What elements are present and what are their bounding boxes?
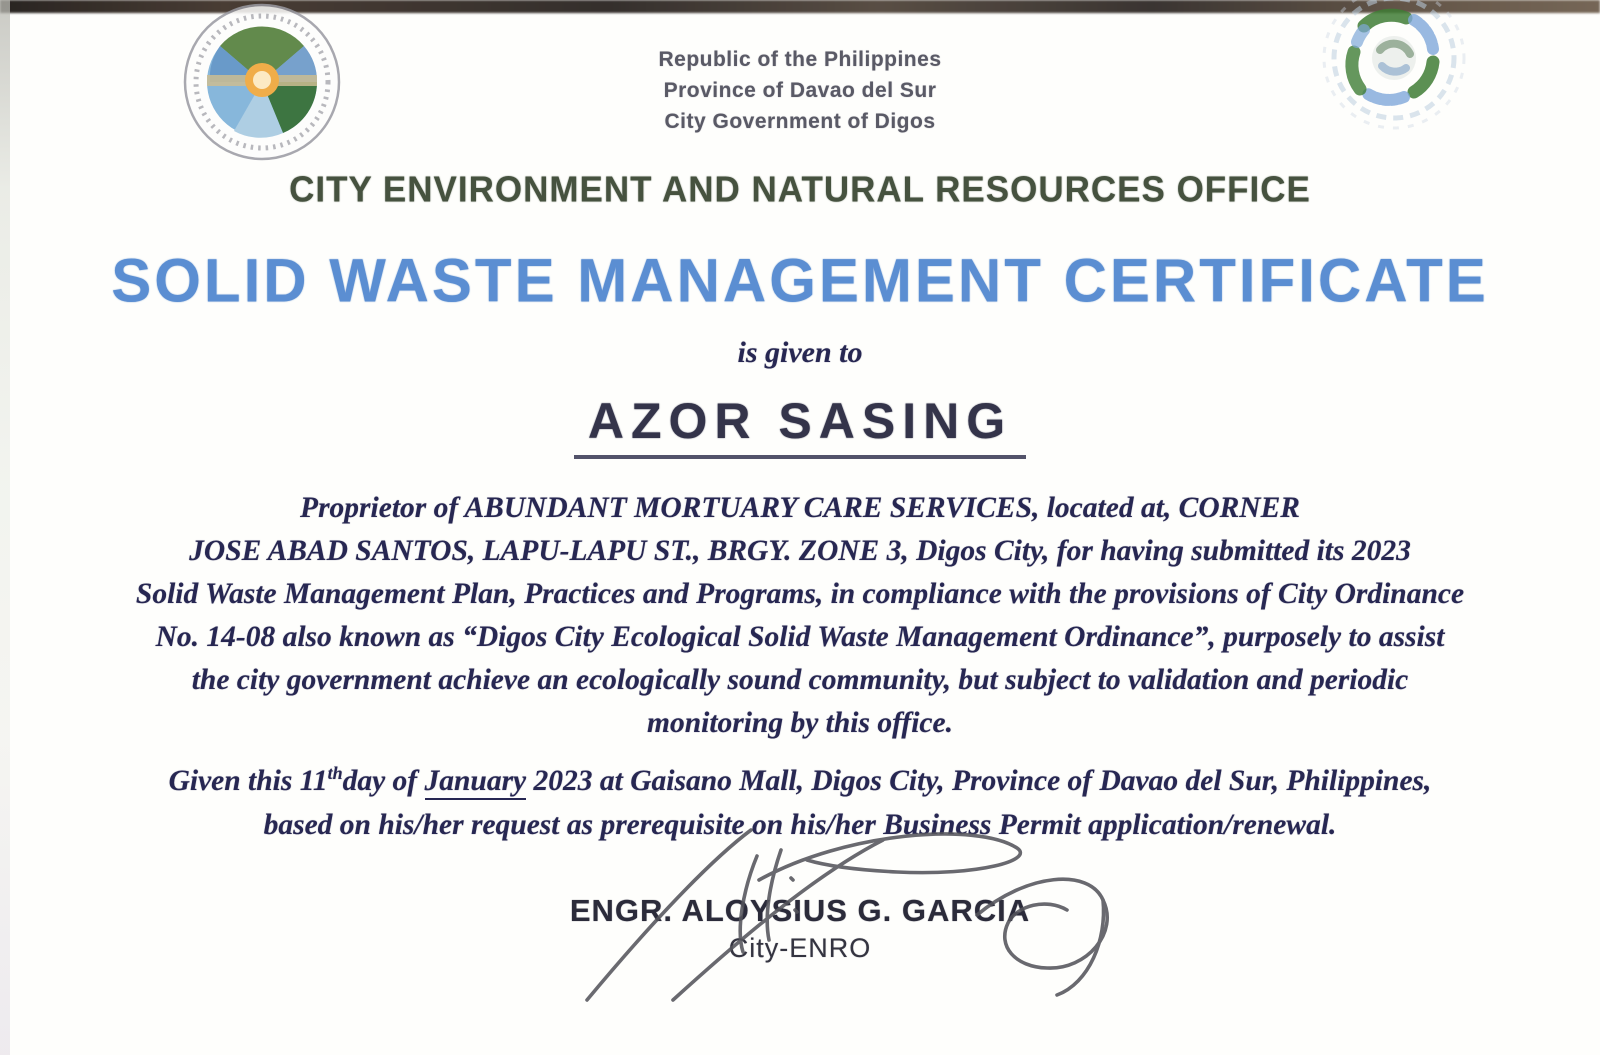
body-line: monitoring by this office. (647, 707, 953, 739)
body-line: the city government achieve an ecologically sound community, but subject to validation and periodic (191, 664, 1409, 696)
body-line: No. 14-08 also known as “Digos City Ecological Solid Waste Management Ordinance”, purposely to assist (155, 621, 1445, 653)
office-title: CITY ENVIRONMENT AND NATURAL RESOURCES OFFICE (289, 169, 1311, 210)
date-middle: day of (342, 764, 425, 797)
signature-icon (545, 818, 1195, 1003)
header-line-republic: Republic of the Philippines (658, 48, 942, 71)
body-line: Solid Waste Management Plan, Practices and Programs, in compliance with the provisions of City Ordinance (135, 578, 1465, 610)
date-prefix: Given this 11 (168, 764, 328, 797)
date-suffix: 2023 at Gaisano Mall, Digos City, Province of Davao del Sur, Philippines, (526, 764, 1432, 797)
date-ordinal: th (327, 763, 343, 783)
body-line: JOSE ABAD SANTOS, LAPU-LAPU ST., BRGY. ZONE 3, Digos City, for having submitted its 2023 (189, 535, 1411, 567)
recipient-name-row (0, 392, 1600, 459)
recipient-name: AZOR SASING (574, 392, 1026, 459)
signatory-name: ENGR. ALOYSIUS G. GARCIA (569, 893, 1031, 928)
certificate-title: SOLID WASTE MANAGEMENT CERTIFICATE (111, 246, 1489, 315)
given-to-label: is given to (737, 336, 863, 369)
body-line: Proprietor of ABUNDANT MORTUARY CARE SERVICES, located at, CORNER (300, 492, 1300, 524)
date-month: January (425, 765, 527, 800)
header-line-province: Province of Davao del Sur (663, 79, 937, 102)
date-clause-line2: based on his/her request as prerequisite on his/her Business Permit application/renewal. (263, 808, 1337, 841)
government-header (0, 44, 1600, 137)
header-line-city: City Government of Digos (664, 110, 936, 133)
date-clause-line1 (100, 751, 1500, 803)
signatory-title: City-ENRO (728, 933, 872, 963)
certificate-body (80, 487, 1520, 745)
